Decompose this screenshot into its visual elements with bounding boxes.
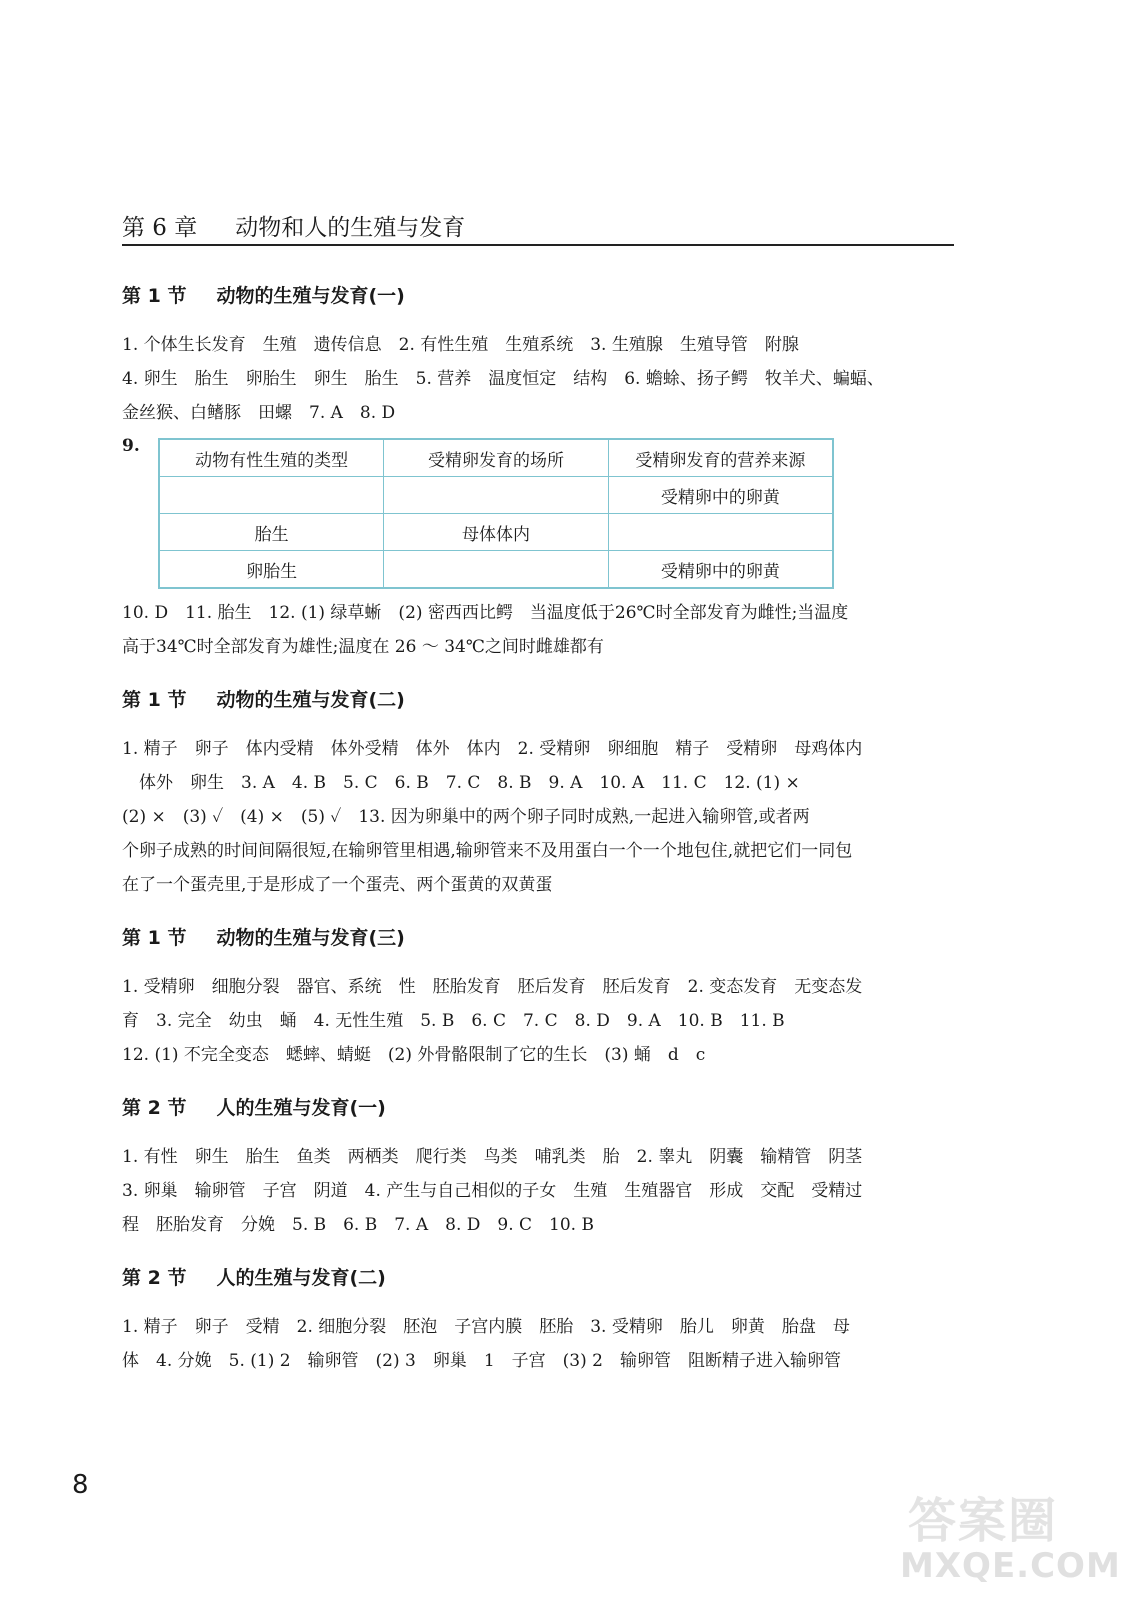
watermark (900, 1482, 1121, 1590)
answer-line: 金丝猴、白鳍豚 田螺 7. A 8. D (122, 403, 396, 423)
table-cell (159, 477, 384, 514)
section-title: 动物的生殖与发育(二) (216, 689, 405, 711)
table-cell: 受精卵中的卵黄 (608, 551, 833, 589)
table-cell: 受精卵中的卵黄 (608, 477, 833, 514)
section-number: 第 2 节 (122, 1267, 187, 1289)
table-row (159, 477, 833, 514)
watermark-url: MXQE.COM (900, 1546, 1121, 1586)
answer-line: 高于34℃时全部发育为雄性;温度在 26 ～ 34℃之间时雌雄都有 (122, 637, 604, 657)
answer-line: 体外 卵生 3. A 4. B 5. C 6. B 7. C 8. B 9. A 10. A 11. C 12. (1) × (122, 773, 800, 793)
answer-block (122, 1140, 954, 1242)
answer-block (122, 596, 954, 664)
answer-block (122, 328, 954, 430)
answer-line: 1. 有性 卵生 胎生 鱼类 两栖类 爬行类 鸟类 哺乳类 胎 2. 睾丸 阴囊 输精管 阴茎 (122, 1147, 863, 1167)
answer-block (122, 732, 954, 902)
answer-line: 体 4. 分娩 5. (1) 2 输卵管 (2) 3 卵巢 1 子宫 (3) 2 输卵管 阻断精子进入输卵管 (122, 1351, 841, 1371)
table-row (159, 551, 833, 589)
table-cell (384, 477, 609, 514)
answer-line: 1. 受精卵 细胞分裂 器官、系统 性 胚胎发育 胚后发育 胚后发育 2. 变态发育 无变态发 (122, 977, 863, 997)
watermark-logo: 答案圈 (908, 1493, 1059, 1549)
table-cell: 母体体内 (384, 514, 609, 551)
table-header-cell: 动物有性生殖的类型 (159, 439, 384, 477)
table-header-cell: 受精卵发育的营养来源 (608, 439, 833, 477)
table-header-row (159, 439, 833, 477)
page-number: 8 (72, 1470, 89, 1500)
answer-table (158, 438, 834, 589)
answer-line: 育 3. 完全 幼虫 蛹 4. 无性生殖 5. B 6. C 7. C 8. D 9. A 10. B 11. B (122, 1011, 785, 1031)
section-title: 动物的生殖与发育(一) (216, 285, 405, 307)
table-cell (608, 514, 833, 551)
chapter-heading (122, 212, 954, 246)
answer-line: 10. D 11. 胎生 12. (1) 绿草蜥 (2) 密西西比鳄 当温度低于26℃时全部发育为雌性;当温度 (122, 603, 849, 623)
answer-line: (2) × (3) ✓ (4) × (5) ✓ 13. 因为卵巢中的两个卵子同时成熟,一起进入输卵管,或者两 (122, 807, 810, 827)
answer-line: 12. (1) 不完全变态 蟋蟀、蜻蜓 (2) 外骨骼限制了它的生长 (3) 蛹 d c (122, 1045, 706, 1065)
section-heading (122, 1264, 952, 1292)
section-title: 人的生殖与发育(二) (216, 1267, 386, 1289)
answer-line: 程 胚胎发育 分娩 5. B 6. B 7. A 8. D 9. C 10. B (122, 1215, 594, 1235)
answer-line: 个卵子成熟的时间间隔很短,在输卵管里相遇,输卵管来不及用蛋白一个一个地包住,就把它们一同包 (122, 841, 853, 861)
section-heading (122, 282, 952, 310)
answer-block (122, 1310, 954, 1378)
answer-line: 1. 个体生长发育 生殖 遗传信息 2. 有性生殖 生殖系统 3. 生殖腺 生殖导管 附腺 (122, 335, 799, 355)
section-heading (122, 686, 952, 714)
table-cell: 卵胎生 (159, 551, 384, 589)
section-title: 动物的生殖与发育(三) (216, 927, 405, 949)
table-cell: 胎生 (159, 514, 384, 551)
answer-line: 4. 卵生 胎生 卵胎生 卵生 胎生 5. 营养 温度恒定 结构 6. 蟾蜍、扬子鳄 牧羊犬、蝙蝠、 (122, 369, 884, 389)
section-number: 第 1 节 (122, 927, 187, 949)
answer-block (122, 970, 954, 1072)
table-cell (384, 551, 609, 589)
answer-line: 3. 卵巢 输卵管 子宫 阴道 4. 产生与自己相似的子女 生殖 生殖器官 形成 交配 受精过 (122, 1181, 863, 1201)
chapter-number: 第 6 章 (122, 215, 198, 241)
section-heading (122, 1094, 952, 1122)
section-title: 人的生殖与发育(一) (216, 1097, 386, 1119)
answer-line: 1. 精子 卵子 体内受精 体外受精 体外 体内 2. 受精卵 卵细胞 精子 受精卵 母鸡体内 (122, 739, 863, 759)
chapter-title: 动物和人的生殖与发育 (235, 215, 466, 241)
section-heading (122, 924, 952, 952)
table-row (159, 514, 833, 551)
section-number: 第 1 节 (122, 689, 187, 711)
section-number: 第 2 节 (122, 1097, 187, 1119)
question-9-label: 9. (122, 436, 140, 456)
section-number: 第 1 节 (122, 285, 187, 307)
answer-line: 1. 精子 卵子 受精 2. 细胞分裂 胚泡 子宫内膜 胚胎 3. 受精卵 胎儿 卵黄 胎盘 母 (122, 1317, 850, 1337)
answer-line: 在了一个蛋壳里,于是形成了一个蛋壳、两个蛋黄的双黄蛋 (122, 875, 553, 895)
table-header-cell: 受精卵发育的场所 (384, 439, 609, 477)
